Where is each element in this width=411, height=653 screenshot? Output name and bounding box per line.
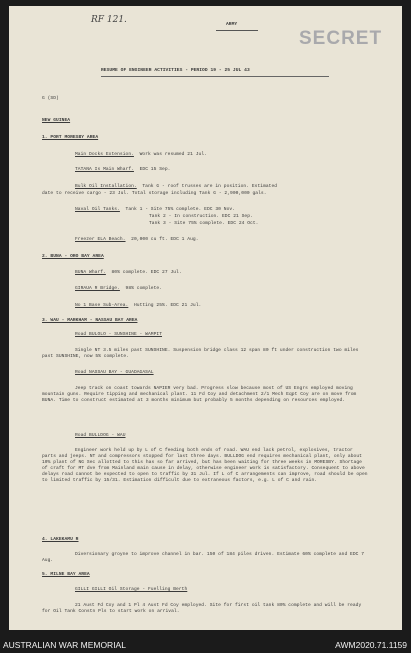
item-name: No 1 Base Sub-Area. — [75, 303, 129, 308]
item-name: TATANA Is Main Wharf. — [75, 167, 134, 172]
road-heading: Road BULOLO - SUNSHINE - WAMPIT — [75, 332, 163, 337]
item-name: Bulk Oil Installation. — [75, 184, 137, 189]
item-text: Tank G - roof trusses are in position. Estimated — [142, 184, 278, 189]
item-text: Tank 1 - Site 75% complete. EDC 30 Nov. — [125, 207, 236, 212]
list-item — [75, 286, 162, 292]
item-text: 80% complete. EDC 27 Jul. — [111, 270, 182, 275]
road-heading: Road NASSAU BAY - GUADAGASAL — [75, 370, 154, 375]
section-heading: 3. WAU - MARKHAM - NASSAU BAY AREA — [42, 318, 138, 323]
road-paragraph: Engineer work held up by L of C feeding both ends of road. WAU end lack petrol, explosives, tractor parts and jeeps. NT and compressors stopped for last three days. BULLDOG end requires mechanical plant, only about 10% plant of NG Sec allotted to this has so far arrived, but has been waiting for three weeks in MORESBY. Shortage of craft for MT dve from Mainland main cause in delay, otherwise engineer work is satisfactory. Consequent to above delays road cannot be expected to open to traffic by 31 Jul. If L of C arrangements can improve, road should be open to limited traffic by 15/31. Estimation difficult due to extraneous factors, e.g. L of C and rain. — [42, 448, 368, 483]
area-heading: NEW GUINEA — [42, 118, 71, 123]
item-name: Naval Oil Tanks. — [75, 207, 120, 212]
item-text: 98% complete. — [125, 286, 163, 291]
item-name: Main Docks Extension. — [75, 152, 134, 157]
section-heading: 4. LAKEKAMU R — [42, 537, 79, 542]
item-text: Work was resumed 21 Jul. — [139, 152, 207, 157]
list-item — [75, 152, 207, 158]
item-name: Freezer ELA Beach. — [75, 237, 126, 242]
item-text: EDC 15 Sep. — [139, 167, 171, 172]
list-item — [75, 207, 235, 213]
branch-label: G (SD) — [42, 96, 59, 101]
item-continuation: date to receive cargo - 23 Jul. Total storage including Tank G - 2,900,000 gals. — [42, 191, 267, 196]
classification-label: ARMY — [226, 22, 238, 27]
item-line: Tank 3 - Site 75% complete. EDC 24 Oct. — [149, 221, 259, 226]
title-underline — [101, 76, 329, 77]
section-heading: 5. MILNE BAY AREA — [42, 572, 90, 577]
list-item — [75, 303, 201, 309]
road-heading: Road BULLDOG - WAU — [75, 433, 126, 438]
handwritten-reference: RF 121. — [91, 15, 127, 25]
list-item — [75, 237, 199, 243]
secret-stamp: SECRET — [299, 28, 383, 49]
item-text: 20,000 cu ft. EDC 1 Aug. — [131, 237, 199, 242]
section-heading: 2. BUNA - ORO BAY AREA — [42, 254, 104, 259]
section-paragraph: Diversionary groyne to improve channel in bar. 150 of 184 piles driven. Estimate 60% complete and EDC 7 Aug. — [42, 552, 365, 563]
road-paragraph: 21 Aust Fd Coy and 1 Pl 4 Aust Fd Coy employed. Site for first oil tank 80% complete and will be ready for Oil Tank Constn Pls to start work on arrival. — [42, 603, 362, 614]
footer-source: AUSTRALIAN WAR MEMORIAL — [3, 640, 126, 650]
road-paragraph: Single NT 3.5 miles past SUNSHINE. Suspension bridge class 12 span 80 ft under construction two miles past SUNSHINE, now 5% complete. — [42, 348, 359, 359]
list-item — [75, 167, 170, 173]
item-name: GIRAUA R Bridge. — [75, 286, 120, 291]
item-text: Hutting 25%. EDC 21 Jul. — [133, 303, 202, 308]
list-item — [75, 270, 182, 276]
footer-accession-number: AWM2020.71.1159 — [335, 640, 407, 650]
list-item — [75, 184, 277, 190]
document-title: RESUME OF ENGINEER ACTIVITIES - PERIOD 19 - 25 JUL 43 — [101, 68, 250, 73]
document-page — [9, 6, 402, 630]
road-heading: GILLI GILLI Oil Storage - Fuelling Berth — [75, 587, 188, 592]
classification-underline — [216, 30, 258, 31]
section-heading: 1. PORT MORESBY AREA — [42, 135, 99, 140]
item-name: BUNA Wharf. — [75, 270, 106, 275]
road-paragraph: Jeep track on coast towards NAPIER very bad. Progress slow because most of US Engrs employed moving mountain guns. Require tipping and mechanical plant. 11 Fd Coy and detachment 2/1 Mech Eqpt Coy are on move from BUNA. Time to construct estimated at 3 months minimum but probably 5 months depending on resources employed. — [42, 386, 357, 403]
item-line: Tank 2 - In construction. EDC 21 Sep. — [149, 214, 253, 219]
